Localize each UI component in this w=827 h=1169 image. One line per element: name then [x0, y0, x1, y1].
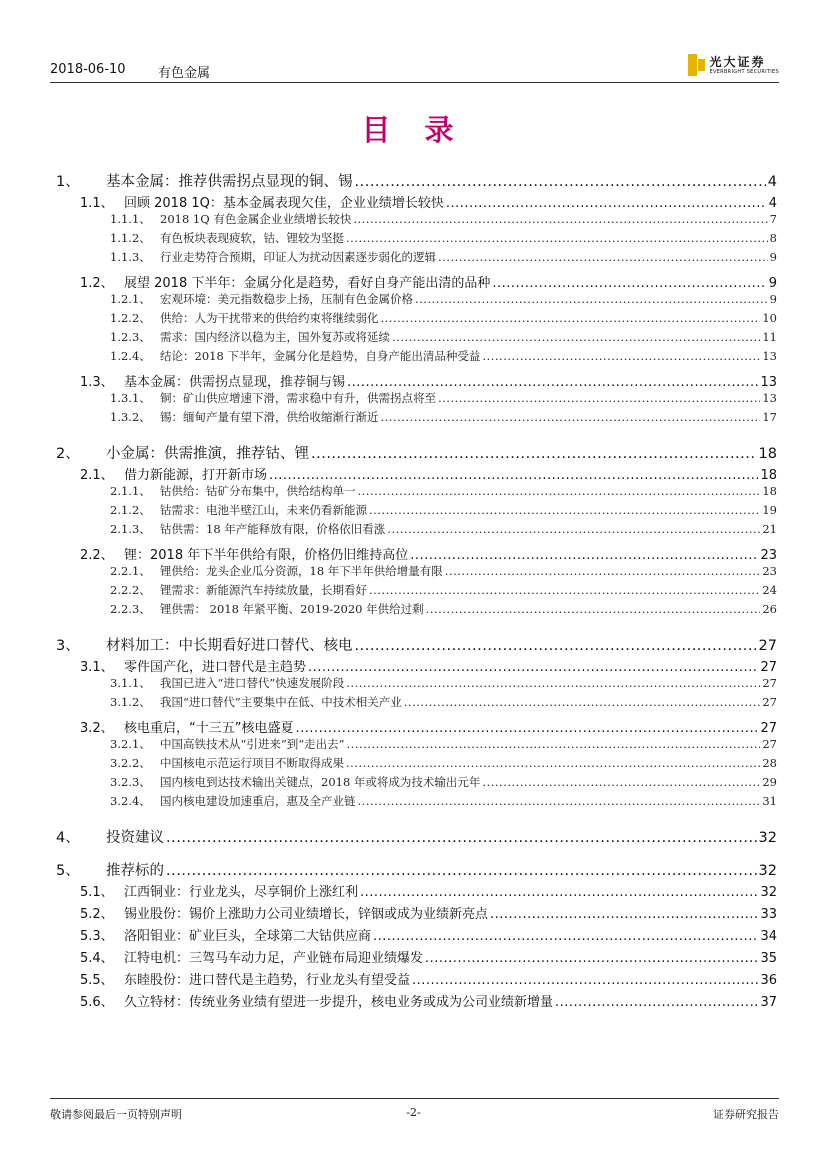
toc-entry-title: 推荐标的	[106, 863, 164, 879]
toc-dot-leader	[311, 446, 757, 462]
header-divider	[50, 82, 779, 83]
footer-report-type: 证券研究报告	[713, 1108, 779, 1121]
toc-entry-number: 1.1、	[80, 196, 114, 211]
page-title: 目 录	[361, 113, 466, 147]
toc-entry-number: 3.1.2、	[110, 695, 151, 709]
toc-entry-title: 江西铜业：行业龙头，尽享铜价上涨红利	[124, 885, 359, 900]
report-sector: 有色金属	[158, 66, 211, 81]
toc-entry-number: 3.2、	[80, 721, 114, 736]
toc-entry[interactable]	[56, 170, 777, 191]
toc-entry-title: 洛阳钼业：矿业巨头，全球第二大钴供应商	[124, 929, 372, 944]
toc-dot-leader	[412, 973, 758, 988]
footer-disclaimer: 敬请参阅最后一页特别声明	[50, 1108, 182, 1121]
toc-entry[interactable]	[110, 249, 777, 265]
toc-entry-page: 27	[760, 660, 777, 675]
toc-entry[interactable]	[110, 563, 777, 579]
toc-entry-title: 国内核电到达技术输出关键点，2018 年或将成为技术输出元年	[160, 775, 481, 789]
toc-entry-page: 18	[762, 484, 777, 498]
company-logo	[688, 51, 779, 79]
report-date: 2018-06-10	[50, 62, 126, 77]
toc-entry-page: 23	[760, 548, 777, 563]
toc-dot-leader	[381, 410, 761, 424]
toc-entry-page: 26	[762, 602, 777, 616]
toc-entry-page: 33	[760, 907, 777, 922]
toc-entry-page: 11	[762, 330, 777, 344]
toc-entry-number: 5.1、	[80, 885, 114, 900]
toc-entry[interactable]	[80, 925, 777, 944]
toc-entry-number: 2.1.1、	[110, 484, 151, 498]
toc-entry-title: 久立特材：传统业务业绩有望进一步提升，核电业务或成为公司业绩新增量	[124, 995, 554, 1010]
toc-entry-title: 核电重启，“十三五”核电盛夏	[124, 721, 294, 736]
toc-entry-number: 3.2.2、	[110, 756, 151, 770]
toc-entry[interactable]	[80, 717, 777, 736]
toc-entry-page: 32	[758, 830, 777, 846]
toc-entry[interactable]	[110, 409, 777, 425]
logo-name-en: EVERBRIGHT SECURITIES	[709, 68, 779, 75]
toc-entry-page: 19	[762, 503, 777, 517]
toc-dot-leader	[446, 196, 767, 211]
toc-entry-title: 2018 1Q 有色金属企业业绩增长较快	[160, 212, 352, 226]
toc-dot-leader	[445, 564, 761, 578]
toc-dot-leader	[346, 756, 760, 770]
toc-entry[interactable]	[110, 310, 777, 326]
toc-dot-leader	[269, 468, 758, 483]
toc-dot-leader	[360, 885, 758, 900]
toc-entry-title: 锂供给：龙头企业瓜分资源，18 年下半年供给增量有限	[160, 564, 443, 578]
page-number: -2-	[406, 1106, 421, 1119]
toc-entry-number: 3、	[56, 638, 80, 654]
toc-entry-page: 21	[762, 522, 777, 536]
toc-entry-number: 3.2.4、	[110, 794, 151, 808]
toc-entry[interactable]	[110, 390, 777, 406]
toc-entry-title: 中国核电示范运行项目不断取得成果	[160, 756, 344, 770]
toc-entry-title: 江特电机：三驾马车动力足，产业链布局迎业绩爆发	[124, 951, 424, 966]
toc-dot-leader	[492, 276, 766, 291]
toc-dot-leader	[438, 250, 768, 264]
toc-entry[interactable]	[110, 736, 777, 752]
toc-entry[interactable]	[110, 230, 777, 246]
toc-entry-title: 基本金属：推荐供需拐点显现的铜、锡	[106, 174, 353, 190]
toc-entry[interactable]	[80, 947, 777, 966]
toc-dot-leader	[381, 311, 761, 325]
toc-entry[interactable]	[56, 859, 777, 880]
toc-entry-page: 32	[758, 863, 777, 879]
toc-entry-page: 35	[760, 951, 777, 966]
toc-entry-page: 34	[760, 929, 777, 944]
toc-entry[interactable]	[110, 601, 777, 617]
toc-entry-number: 1.2.1、	[110, 292, 151, 306]
toc-entry-number: 4、	[56, 830, 80, 846]
toc-entry-page: 32	[760, 885, 777, 900]
toc-entry-title: 锂：2018 年下半年供给有限，价格仍旧维持高位	[124, 548, 409, 563]
toc-entry-title: 结论：2018 下半年，金属分化是趋势，自身产能出清品种受益	[160, 349, 481, 363]
toc-entry[interactable]	[80, 991, 777, 1010]
toc-entry-number: 1.2.2、	[110, 311, 151, 325]
toc-entry-number: 3.2.1、	[110, 737, 151, 751]
toc-entry-title: 需求：国内经济以稳为主，国外复苏或将延续	[160, 330, 390, 344]
toc-entry-number: 5.2、	[80, 907, 114, 922]
toc-entry[interactable]	[110, 483, 777, 499]
toc-entry-number: 1.3.1、	[110, 391, 151, 405]
toc-entry-number: 1、	[56, 174, 80, 190]
toc-entry-title: 钴需求：电池半壁江山，未来仍看新能源	[160, 503, 367, 517]
toc-entry-title: 展望 2018 下半年：金属分化是趋势，看好自身产能出清的品种	[124, 276, 491, 291]
toc-dot-leader	[355, 638, 757, 654]
toc-dot-leader	[346, 676, 760, 690]
toc-entry-page: 24	[762, 583, 777, 597]
toc-entry[interactable]	[56, 442, 777, 463]
toc-entry-title: 锡业股份：锡价上涨助力公司业绩增长，锌铟或成为业绩新亮点	[124, 907, 489, 922]
toc-entry-page: 37	[760, 995, 777, 1010]
toc-entry-page: 8	[769, 231, 777, 245]
toc-entry-page: 28	[762, 756, 777, 770]
toc-entry[interactable]	[110, 582, 777, 598]
toc-entry[interactable]	[56, 634, 777, 655]
toc-entry-page: 27	[760, 721, 777, 736]
toc-entry-number: 5.6、	[80, 995, 114, 1010]
toc-entry[interactable]	[110, 521, 777, 537]
toc-entry[interactable]	[110, 755, 777, 771]
toc-entry-title: 我国“进口替代”主要集中在低、中技术相关产业	[160, 695, 402, 709]
toc-entry-title: 借力新能源，打开新市场	[124, 468, 268, 483]
toc-dot-leader	[358, 484, 761, 498]
toc-entry-page: 13	[762, 349, 777, 363]
toc-entry-page: 29	[762, 775, 777, 789]
toc-entry-page: 17	[762, 410, 777, 424]
toc-entry-number: 2、	[56, 446, 80, 462]
toc-entry-title: 锡：缅甸产量有望下滑，供给收缩渐行渐近	[160, 410, 379, 424]
toc-entry-page: 9	[769, 292, 777, 306]
toc-dot-leader	[358, 794, 761, 808]
toc-entry[interactable]	[80, 903, 777, 922]
toc-entry-number: 3.1.1、	[110, 676, 151, 690]
toc-dot-leader	[353, 212, 767, 226]
toc-entry-page: 23	[762, 564, 777, 578]
toc-dot-leader	[555, 995, 758, 1010]
toc-entry[interactable]	[80, 881, 777, 900]
toc-entry[interactable]	[80, 272, 777, 291]
toc-entry-number: 1.1.3、	[110, 250, 151, 264]
toc-entry-page: 31	[762, 794, 777, 808]
toc-entry-page: 10	[762, 311, 777, 325]
toc-dot-leader	[373, 929, 758, 944]
toc-entry[interactable]	[80, 371, 777, 390]
toc-dot-leader	[308, 660, 758, 675]
toc-entry-page: 18	[760, 468, 777, 483]
toc-entry-title: 材料加工：中长期看好进口替代、核电	[106, 638, 353, 654]
toc-dot-leader	[295, 721, 758, 736]
toc-entry-title: 投资建议	[106, 830, 164, 846]
toc-entry-number: 2.1.3、	[110, 522, 151, 536]
toc-dot-leader	[387, 522, 760, 536]
toc-dot-leader	[166, 863, 757, 879]
toc-entry-page: 27	[758, 638, 777, 654]
toc-entry[interactable]	[110, 774, 777, 790]
toc-dot-leader	[438, 391, 760, 405]
toc-entry-title: 锂供需： 2018 年紧平衡、2019-2020 年供给过剩	[160, 602, 424, 616]
toc-dot-leader	[347, 737, 761, 751]
toc-entry-number: 1.1.1、	[110, 212, 151, 226]
toc-dot-leader	[355, 174, 766, 190]
footer-divider	[50, 1098, 779, 1099]
toc-entry-title: 我国已进入“进口替代”快速发展阶段	[160, 676, 345, 690]
toc-entry-number: 5.5、	[80, 973, 114, 988]
page-header	[50, 54, 779, 82]
toc-entry[interactable]	[110, 694, 777, 710]
toc-dot-leader	[392, 330, 760, 344]
toc-entry-number: 1.2、	[80, 276, 114, 291]
toc-entry-number: 1.2.4、	[110, 349, 151, 363]
toc-entry-title: 基本金属：供需拐点显现，推荐铜与锡	[124, 375, 346, 390]
toc-dot-leader	[346, 231, 768, 245]
toc-entry-page: 18	[758, 446, 777, 462]
toc-entry[interactable]	[80, 464, 777, 483]
toc-entry-title: 小金属：供需推演，推荐钴、锂	[106, 446, 309, 462]
toc-entry[interactable]	[110, 793, 777, 809]
toc-dot-leader	[490, 907, 758, 922]
toc-entry-title: 中国高铁技术从“引进来”到“走出去”	[160, 737, 345, 751]
toc-entry-title: 钴供需：18 年产能释放有限，价格依旧看涨	[160, 522, 386, 536]
toc-entry-title: 宏观环境：美元指数稳步上扬，压制有色金属价格	[160, 292, 413, 306]
toc-entry-page: 13	[760, 375, 777, 390]
toc-dot-leader	[166, 830, 757, 846]
toc-dot-leader	[482, 349, 760, 363]
toc-entry-title: 钴供给：钴矿分布集中，供给结构单一	[160, 484, 356, 498]
toc-entry-page: 36	[760, 973, 777, 988]
toc-entry-number: 2.1、	[80, 468, 114, 483]
toc-entry[interactable]	[110, 329, 777, 345]
toc-entry-title: 东睦股份：进口替代是主趋势，行业龙头有望受益	[124, 973, 411, 988]
toc-entry-number: 2.2.3、	[110, 602, 151, 616]
toc-entry-title: 行业走势符合预期，印证人为扰动因素逐步弱化的逻辑	[160, 250, 436, 264]
toc-entry-page: 27	[762, 737, 777, 751]
toc-entry[interactable]	[110, 291, 777, 307]
toc-entry-number: 1.3.2、	[110, 410, 151, 424]
toc-dot-leader	[347, 375, 758, 390]
logo-name-cn: 光大证券	[709, 54, 766, 69]
toc-entry-number: 2.2、	[80, 548, 114, 563]
toc-entry-title: 零件国产化，进口替代是主趋势	[124, 660, 307, 675]
toc-entry-number: 1.3、	[80, 375, 114, 390]
toc-dot-leader	[425, 951, 758, 966]
toc-dot-leader	[404, 695, 761, 709]
toc-entry-title: 供给：人为干扰带来的供给约束将继续弱化	[160, 311, 379, 325]
toc-entry-title: 国内核电建设加速重启，惠及全产业链	[160, 794, 356, 808]
toc-entry[interactable]	[80, 969, 777, 988]
toc-entry-number: 1.2.3、	[110, 330, 151, 344]
toc-entry[interactable]	[56, 826, 777, 847]
toc-entry[interactable]	[80, 656, 777, 675]
logo-icon	[688, 54, 705, 76]
toc-entry-page: 9	[769, 250, 777, 264]
toc-entry-number: 5.4、	[80, 951, 114, 966]
toc-entry-number: 1.1.2、	[110, 231, 151, 245]
toc-dot-leader	[410, 548, 758, 563]
toc-entry-number: 2.1.2、	[110, 503, 151, 517]
toc-dot-leader	[482, 775, 760, 789]
toc-entry-page: 13	[762, 391, 777, 405]
toc-entry-title: 铜：矿山供应增速下滑，需求稳中有升，供需拐点将至	[160, 391, 436, 405]
toc-entry-number: 3.2.3、	[110, 775, 151, 789]
toc-entry-page: 7	[769, 212, 777, 226]
toc-entry[interactable]	[110, 675, 777, 691]
toc-entry[interactable]	[110, 502, 777, 518]
toc-entry-page: 9	[768, 276, 777, 291]
toc-entry[interactable]	[80, 544, 777, 563]
toc-entry-number: 5、	[56, 863, 80, 879]
toc-entry[interactable]	[110, 211, 777, 227]
toc-entry-page: 27	[762, 695, 777, 709]
toc-dot-leader	[426, 602, 761, 616]
toc-entry-number: 3.1、	[80, 660, 114, 675]
toc-entry-title: 有色板块表现疲软，钴、锂较为坚挺	[160, 231, 344, 245]
toc-entry[interactable]	[110, 348, 777, 364]
toc-dot-leader	[415, 292, 768, 306]
toc-entry-title: 回顾 2018 1Q：基本金属表现欠佳，企业业绩增长较快	[124, 196, 444, 211]
toc-entry-number: 5.3、	[80, 929, 114, 944]
toc-entry-page: 4	[767, 174, 777, 190]
toc-entry-number: 2.2.2、	[110, 583, 151, 597]
toc-entry-number: 2.2.1、	[110, 564, 151, 578]
toc-dot-leader	[369, 583, 760, 597]
toc-dot-leader	[369, 503, 760, 517]
toc-entry-page: 27	[762, 676, 777, 690]
toc-entry[interactable]	[80, 192, 777, 211]
toc-entry-page: 4	[768, 196, 777, 211]
toc-entry-title: 锂需求：新能源汽车持续放量，长期看好	[160, 583, 367, 597]
